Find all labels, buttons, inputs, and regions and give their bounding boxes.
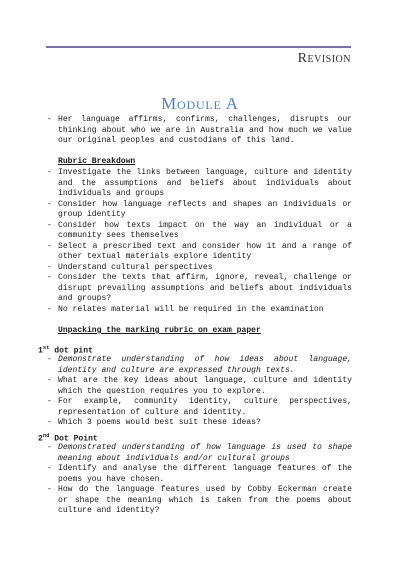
- point1-item: - For example, community identity, culture perspectives, representation of culture and identity.: [46, 397, 352, 418]
- unpacking-heading: Unpacking the marking rubric on exam paper: [58, 326, 261, 335]
- point1-list-block: [46, 355, 352, 429]
- point1-item: - Demonstrate understanding of how ideas about language, identity and culture are expressed through texts.: [46, 355, 352, 376]
- point2-item: - How do the language features used by Cobby Eckerman create or shape the meaning which is taken from the poems about culture and identity?: [46, 485, 352, 517]
- rubric-item: - Consider the texts that affirm, ignore, reveal, challenge or disrupt prevailing assumptions and beliefs about individuals and groups?: [46, 273, 352, 305]
- point1-heading: 1st dot pint: [38, 344, 93, 356]
- module-title: Module A: [161, 94, 239, 113]
- rubric-list-block: [46, 168, 352, 315]
- point2-list-block: [46, 443, 352, 517]
- point1-list: [46, 355, 352, 429]
- rubric-item: - Understand cultural perspectives: [46, 263, 352, 274]
- point1-item: - Which 3 poems would best suit these ideas?: [46, 418, 352, 429]
- point2-item: - Demonstrated understanding of how language is used to shape meaning about individuals and/or cultural groups: [46, 443, 352, 464]
- rubric-heading: Rubric Breakdown: [58, 157, 136, 166]
- rubric-item: - No relates material will be required in the examination: [46, 305, 352, 316]
- point2-heading: 2nd Dot Point: [38, 432, 98, 444]
- page-header-title: Revision: [297, 51, 351, 66]
- point1-item: - What are the key ideas about language, culture and identity which the question requires you to explore.: [46, 376, 352, 397]
- rubric-list: [46, 168, 352, 315]
- intro-item: - Her language affirms, confirms, challenges, disrupts our thinking about who we are in Australia and how much we value our original peoples and custodians of this land.: [46, 115, 352, 147]
- intro-list-block: [46, 115, 352, 147]
- intro-list: [46, 115, 352, 147]
- header-rule: [46, 46, 351, 48]
- rubric-item: - Consider how texts impact on the way an individual or a community sees themselves: [46, 221, 352, 242]
- rubric-item: - Investigate the links between language, culture and identity and the assumptions and beliefs about individuals about individuals and groups: [46, 168, 352, 200]
- point2-item: - Identify and analyse the different language features of the poems you have chosen.: [46, 464, 352, 485]
- rubric-item: - Select a prescribed text and consider how it and a range of other textual materials explore identity: [46, 242, 352, 263]
- rubric-item: - Consider how language reflects and shapes an individuals or group identity: [46, 200, 352, 221]
- point2-list: [46, 443, 352, 517]
